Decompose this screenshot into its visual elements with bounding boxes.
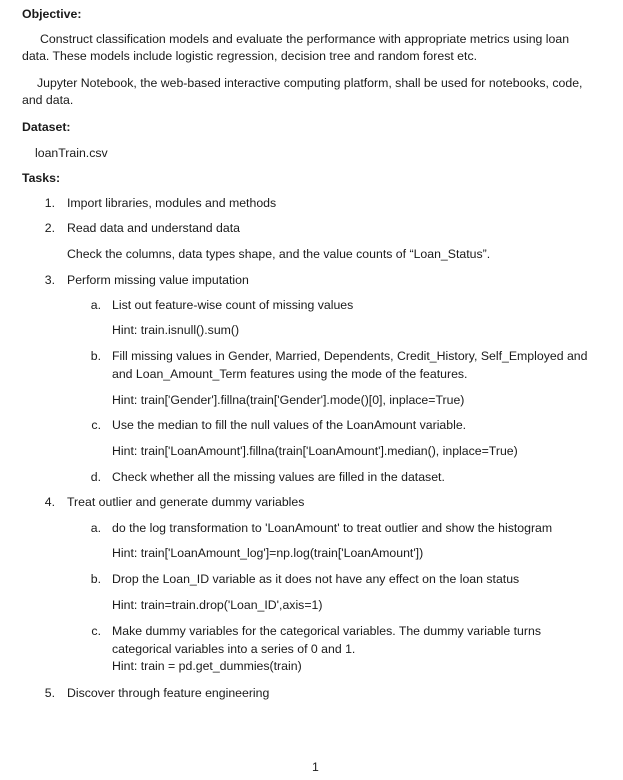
task-1-text: Import libraries, modules and methods xyxy=(67,196,277,210)
task-4b-letter: b. xyxy=(90,572,101,586)
task-3a-letter: a. xyxy=(90,298,101,312)
task-4a-text: do the log transformation to 'LoanAmount' to treat outlier and show the histogram xyxy=(112,521,553,535)
task-4b-hint: Hint: train=train.drop('Loan_ID',axis=1) xyxy=(112,598,323,612)
task-4-text: Treat outlier and generate dummy variables xyxy=(67,495,305,509)
objective-paragraph-1-line-2: data. These models include logistic regression, decision tree and random forest etc. xyxy=(22,49,478,63)
objective-paragraph-2-line-1: Jupyter Notebook, the web-based interactive computing platform, shall be used for notebooks, code, xyxy=(37,76,583,90)
task-4c-hint: Hint: train = pd.get_dummies(train) xyxy=(112,659,302,673)
page-number: 1 xyxy=(312,760,319,774)
task-4b-text: Drop the Loan_ID variable as it does not have any effect on the loan status xyxy=(112,572,520,586)
task-5-number: 5. xyxy=(44,686,55,700)
task-3d-text: Check whether all the missing values are filled in the dataset. xyxy=(112,470,445,484)
task-3c-text: Use the median to fill the null values of the LoanAmount variable. xyxy=(112,418,467,432)
task-3b-letter: b. xyxy=(90,349,101,363)
dataset-file: loanTrain.csv xyxy=(35,146,108,160)
task-3b-text-line-2: and Loan_Amount_Term features using the mode of the features. xyxy=(112,367,468,381)
task-3c-hint: Hint: train['LoanAmount'].fillna(train['LoanAmount'].median(), inplace=True) xyxy=(112,444,518,458)
task-3b-text-line-1: Fill missing values in Gender, Married, Dependents, Credit_History, Self_Employed and xyxy=(112,349,588,363)
tasks-heading: Tasks: xyxy=(22,171,61,185)
task-3-number: 3. xyxy=(44,273,55,287)
task-4c-text-line-1: Make dummy variables for the categorical variables. The dummy variable turns xyxy=(112,624,541,638)
objective-heading: Objective: xyxy=(22,7,82,21)
task-4c-letter: c. xyxy=(91,624,101,638)
task-2-text: Read data and understand data xyxy=(67,221,240,235)
task-1-number: 1. xyxy=(44,196,55,210)
task-3a-text: List out feature-wise count of missing values xyxy=(112,298,354,312)
objective-paragraph-2-line-2: and data. xyxy=(22,93,74,107)
objective-paragraph-1-line-1: Construct classification models and evaluate the performance with appropriate metrics using loan xyxy=(40,32,570,46)
task-5-text: Discover through feature engineering xyxy=(67,686,270,700)
task-3b-hint: Hint: train['Gender'].fillna(train['Gender'].mode()[0], inplace=True) xyxy=(112,393,465,407)
task-3c-letter: c. xyxy=(91,418,101,432)
task-2-number: 2. xyxy=(44,221,55,235)
task-4a-hint: Hint: train['LoanAmount_log']=np.log(train['LoanAmount']) xyxy=(112,546,424,560)
dataset-heading: Dataset: xyxy=(22,120,71,134)
task-4-number: 4. xyxy=(44,495,55,509)
task-3-text: Perform missing value imputation xyxy=(67,273,249,287)
task-4a-letter: a. xyxy=(90,521,101,535)
task-3a-hint: Hint: train.isnull().sum() xyxy=(112,323,240,337)
task-3d-letter: d. xyxy=(90,470,101,484)
task-2-note: Check the columns, data types shape, and the value counts of “Loan_Status”. xyxy=(67,247,491,261)
task-4c-text-line-2: categorical variables into a series of 0 and 1. xyxy=(112,642,356,656)
